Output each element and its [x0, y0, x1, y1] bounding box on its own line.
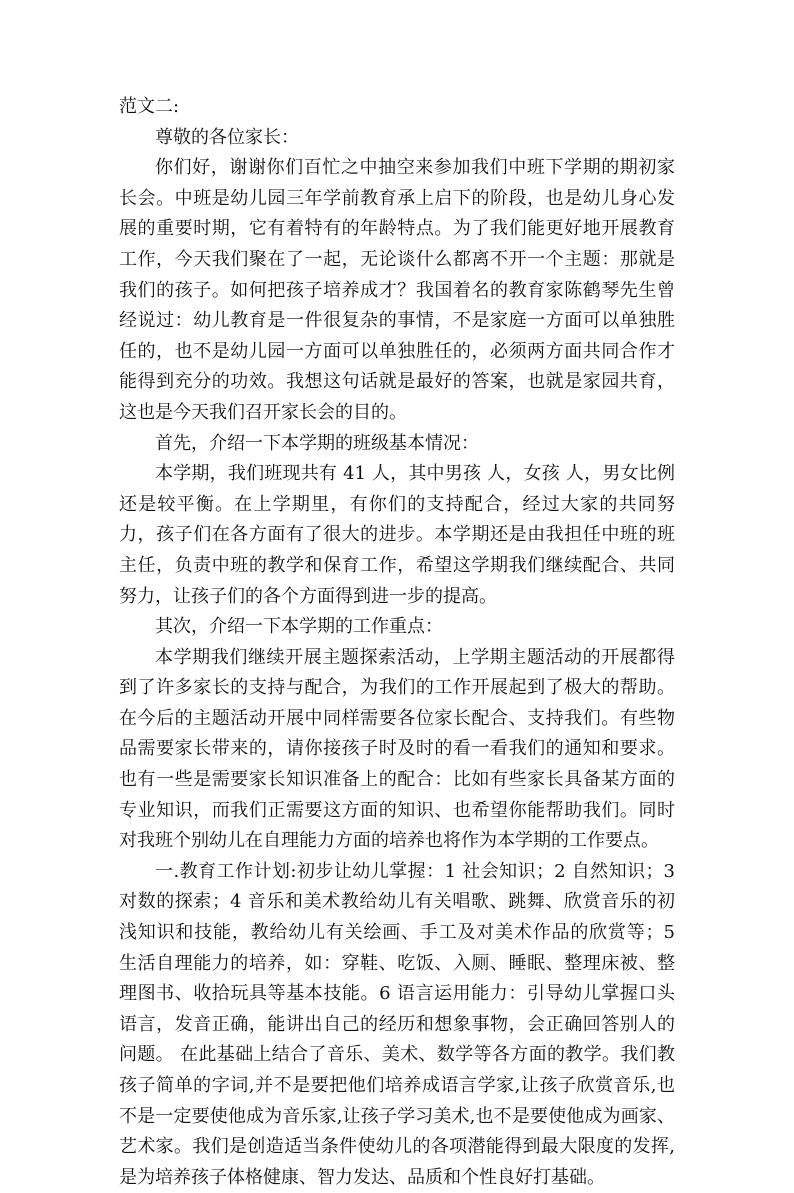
- paragraph-work-focus: 本学期我们继续开展主题探索活动，上学期主题活动的开展都得到了许多家长的支持与配合，为我们的工作开展起到了极大的帮助。在今后的主题活动开展中同样需要各位家长配合、支持我们。有些物品需要家长带来的，请你接孩子时及时的看一看我们的通知和要求。也有一些是需要家长知识准备上的配合：比如有些家长具备某方面的专业知识，而我们正需要这方面的知识、也希望你能帮助我们。同时对我班个别幼儿在自理能力方面的培养也将作为本学期的工作要点。: [119, 646, 675, 852]
- paragraph-work-focus-heading: 其次，介绍一下本学期的工作重点：: [155, 616, 443, 638]
- salutation: 尊敬的各位家长：: [155, 126, 299, 148]
- paragraph-education-plan: 一.教育工作计划:初步让幼儿掌握：1 社会知识；2 自然知识；3 对数的探索；4 音乐和美术教给幼儿有关唱歌、跳舞、欣赏音乐的初浅知识和技能，教给幼儿有关绘画、手工及对美术作品的欣赏等；5 生活自理能力的培养，如：穿鞋、吃饭、入厕、睡眠、整理床被、整理图书、收拾玩具等基本技能。6 语言运用能力：引导幼儿掌握口头语言，发音正确，能讲出自己的经历和想象事物，会正确回答别人的问题。 在此基础上结合了音乐、美术、数学等各方面的教学。我们教孩子简单的字词,并不是要把他们培养成语言学家,让孩子欣赏音乐,也不是一定要使他成为音乐家,让孩子学习美术,也不是要使他成为画家、艺术家。我们是创造适当条件使幼儿的各项潜能得到最大限度的发挥,是为培养孩子体格健康、智力发达、品质和个性良好打基础。: [119, 860, 675, 1188]
- paragraph-class-info: 本学期，我们班现共有 41 人，其中男孩 人，女孩 人，男女比例还是较平衡。在上学期里，有你们的支持配合，经过大家的共同努力，孩子们在各方面有了很大的进步。本学期还是由我担任中班的班主任，负责中班的教学和保育工作，希望这学期我们继续配合、共同努力，让孩子们的各个方面得到进一步的提高。: [119, 463, 675, 607]
- document-page: [119, 92, 675, 1193]
- document-heading: 范文二:: [119, 96, 180, 117]
- paragraph-class-intro-heading: 首先，介绍一下本学期的班级基本情况：: [155, 432, 479, 454]
- paragraph-greeting: 你们好，谢谢你们百忙之中抽空来参加我们中班下学期的期初家长会。中班是幼儿园三年学前教育承上启下的阶段，也是幼儿身心发展的重要时期，它有着特有的年龄特点。为了我们能更好地开展教育工作，今天我们聚在了一起，无论谈什么都离不开一个主题：那就是我们的孩子。如何把孩子培养成才？我国着名的教育家陈鹤琴先生曾经说过：幼儿教育是一件很复杂的事情，不是家庭一方面可以单独胜任的，也不是幼儿园一方面可以单独胜任的，必须两方面共同合作才能得到充分的功效。我想这句话就是最好的答案，也就是家园共育，这也是今天我们召开家长会的目的。: [119, 157, 675, 423]
